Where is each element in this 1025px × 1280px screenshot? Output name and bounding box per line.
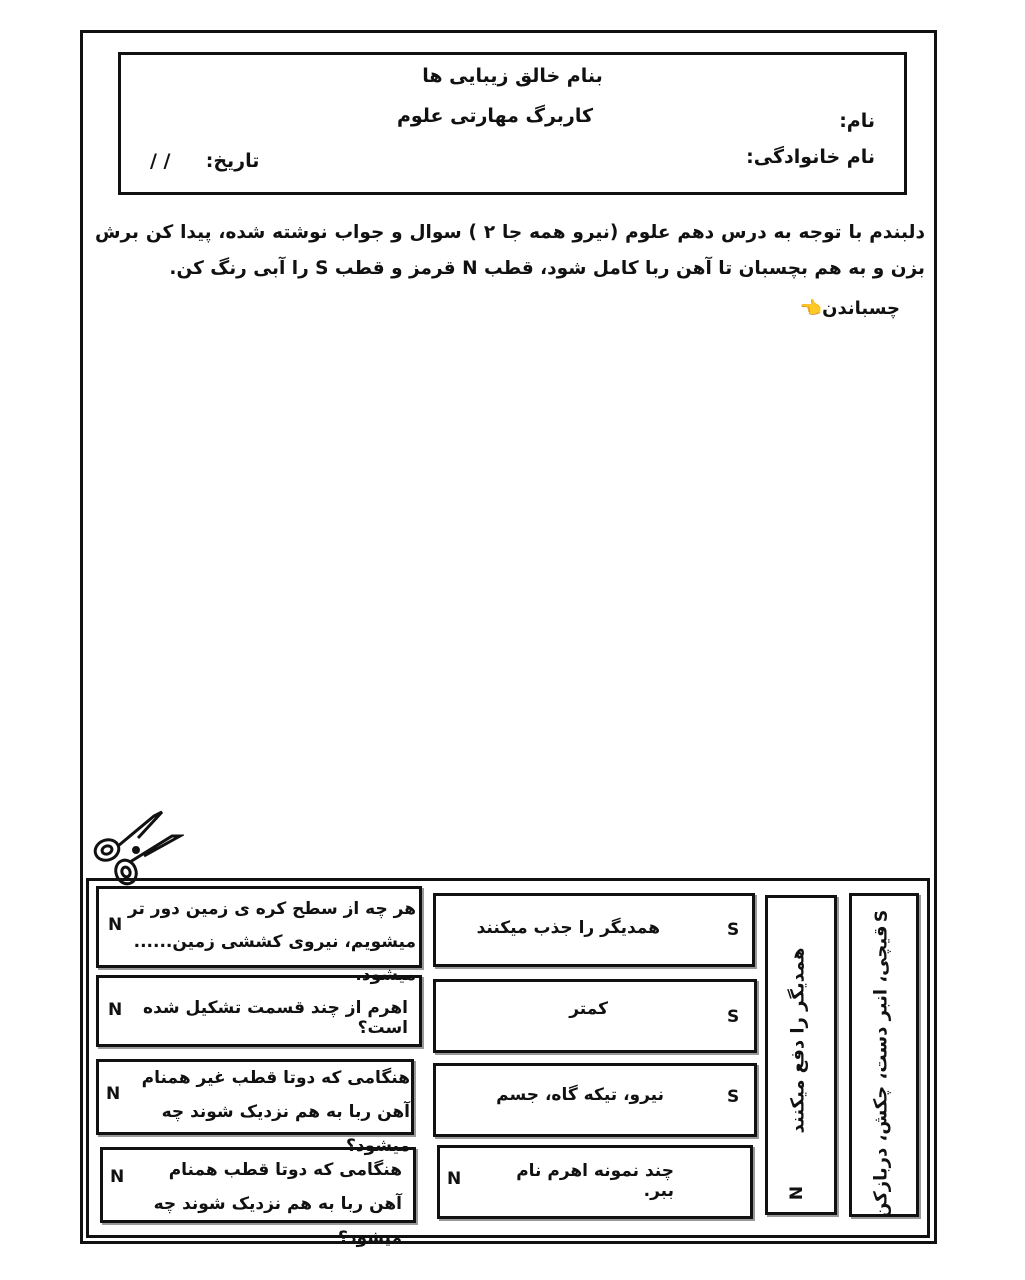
vertical-card-1-pole: N xyxy=(787,1185,808,1201)
family-name-field-label: نام خانوادگی: xyxy=(746,146,875,168)
answer-card-1-pole: S xyxy=(727,920,740,940)
pointing-hand-icon: 👈 xyxy=(799,298,823,319)
question-card-2-pole: N xyxy=(108,1000,123,1020)
date-field-label: تاریخ: xyxy=(205,150,260,172)
instructions-text: دلبندم با توجه به درس دهم علوم (نیرو همه جا ۲ ) سوال و جواب نوشته شده، پیدا کن برش بزن و به هم بچسبان تا آهن ربا کامل شود، قطب N قرمز و قطب S را آبی رنگ کن. xyxy=(95,222,925,279)
question-card-4-pole: N xyxy=(110,1167,125,1187)
answer-card-3-pole: S xyxy=(727,1087,740,1107)
date-field xyxy=(150,150,259,172)
question-card-3-pole: N xyxy=(106,1084,121,1104)
vertical-card-2-pole: S xyxy=(872,909,893,923)
question-card-2-text: اهرم از چند قسمت تشکیل شده است؟ xyxy=(143,998,408,1038)
answer-card-4-text: چند نمونه اهرم نام ببر. xyxy=(516,1161,674,1201)
answer-card-3-text: نیرو، تیکه گاه، جسم xyxy=(496,1085,664,1105)
paste-label-text: چسباندن xyxy=(822,298,900,319)
worksheet-title: بنام خالق زیبایی ها xyxy=(422,65,603,87)
paste-label xyxy=(796,298,900,319)
question-card-1-pole: N xyxy=(108,915,123,935)
date-value: / / xyxy=(150,150,171,172)
answer-card-4-pole: N xyxy=(447,1169,462,1189)
answer-card-1-text: همدیگر را جذب میکنند xyxy=(476,918,660,938)
answer-card-2-text: کمتر xyxy=(569,999,608,1019)
question-card-3-text: هنگامی که دوتا قطب غیر همنام آهن ربا به هم نزدیک شوند چه میشود؟ xyxy=(141,1068,410,1156)
question-card-1-text: هر چه از سطح کره ی زمین دور تر میشویم، نیروی کششی زمین...... میشود. xyxy=(127,899,416,985)
vertical-card-2-text: قیچی، انبر دست، چکش، دربازکن xyxy=(870,925,892,1218)
worksheet-subtitle: کاربرگ مهارتی علوم xyxy=(396,105,594,127)
scissors-icon xyxy=(92,806,184,886)
question-card-4-text: هنگامی که دوتا قطب همنام آهن ربا به هم نزدیک شوند چه میشود؟ xyxy=(153,1160,402,1248)
name-field-label: نام: xyxy=(839,110,875,132)
vertical-card-1-text: همدیگر را دفع میکنند xyxy=(787,947,809,1134)
answer-card-2-pole: S xyxy=(727,1007,740,1027)
